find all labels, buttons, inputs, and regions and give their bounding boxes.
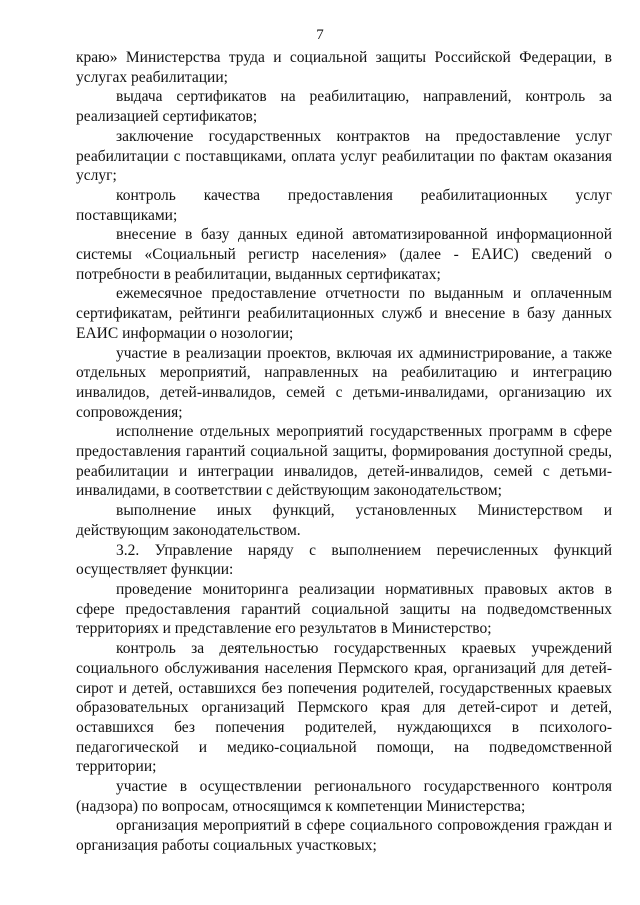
- paragraph: проведение мониторинга реализации нормативных правовых актов в сфере предоставления гарантий социальной защиты на подведомственных территориях и представление его результатов в Министерство;: [76, 580, 612, 638]
- paragraph: внесение в базу данных единой автоматизированной информационной системы «Социальный регистр населения» (далее - ЕАИС) сведений о потребности в реабилитации, выданных сертификатах;: [76, 226, 612, 283]
- paragraph: выдача сертификатов на реабилитацию, направлений, контроль за реализацией сертификатов;: [76, 88, 612, 126]
- paragraph: участие в реализации проектов, включая их администрирование, а также отдельных мероприятий, направленных на реабилитацию и интеграцию инвалидов, детей-инвалидов, семей с детьми-инвалидами, организацию их сопровождения;: [76, 344, 612, 421]
- paragraph: контроль качества предоставления реабилитационных услуг поставщиками;: [76, 186, 612, 224]
- paragraph: исполнение отдельных мероприятий государственных программ в сфере предоставления гарантий социальной защиты, формирования доступной среды, реабилитации и интеграции инвалидов, детей-инвалидов, семей с детьми-инвалидами, в соответствии с действующим законодательством;: [76, 423, 612, 500]
- paragraph: контроль за деятельностью государственных краевых учреждений социального обслуживания населения Пермского края, организаций для детей-сирот и детей, оставшихся без попечения родителей, государственных краевых образовательных организаций Пермского края для детей-сирот и детей, оставшихся без попечения родителей, нуждающихся в психолого-педагогической и медико-социальной помощи, на подведомственной территории;: [76, 640, 612, 776]
- paragraph: ежемесячное предоставление отчетности по выданным и оплаченным сертификатам, рейтинги реабилитационных служб и внесение в базу данных ЕАИС информации о нозологии;: [76, 285, 612, 342]
- document-body: [76, 48, 612, 856]
- paragraph-continuation: краю» Министерства труда и социальной защиты Российской Федерации, в услугах реабилитации;: [76, 49, 612, 86]
- section-paragraph: 3.2. Управление наряду с выполнением перечисленных функций осуществляет функции:: [76, 541, 612, 579]
- paragraph: организация мероприятий в сфере социального сопровождения граждан и организация работы социальных участковых;: [76, 817, 612, 855]
- paragraph: участие в осуществлении регионального государственного контроля (надзора) по вопросам, относящимся к компетенции Министерства;: [76, 778, 612, 815]
- paragraph: заключение государственных контрактов на предоставление услуг реабилитации с поставщиками, оплата услуг реабилитации по фактам оказания услуг;: [76, 127, 612, 185]
- page-number: 7: [316, 27, 324, 43]
- paragraph: выполнение иных функций, установленных Министерством и действующим законодательством.: [76, 502, 612, 539]
